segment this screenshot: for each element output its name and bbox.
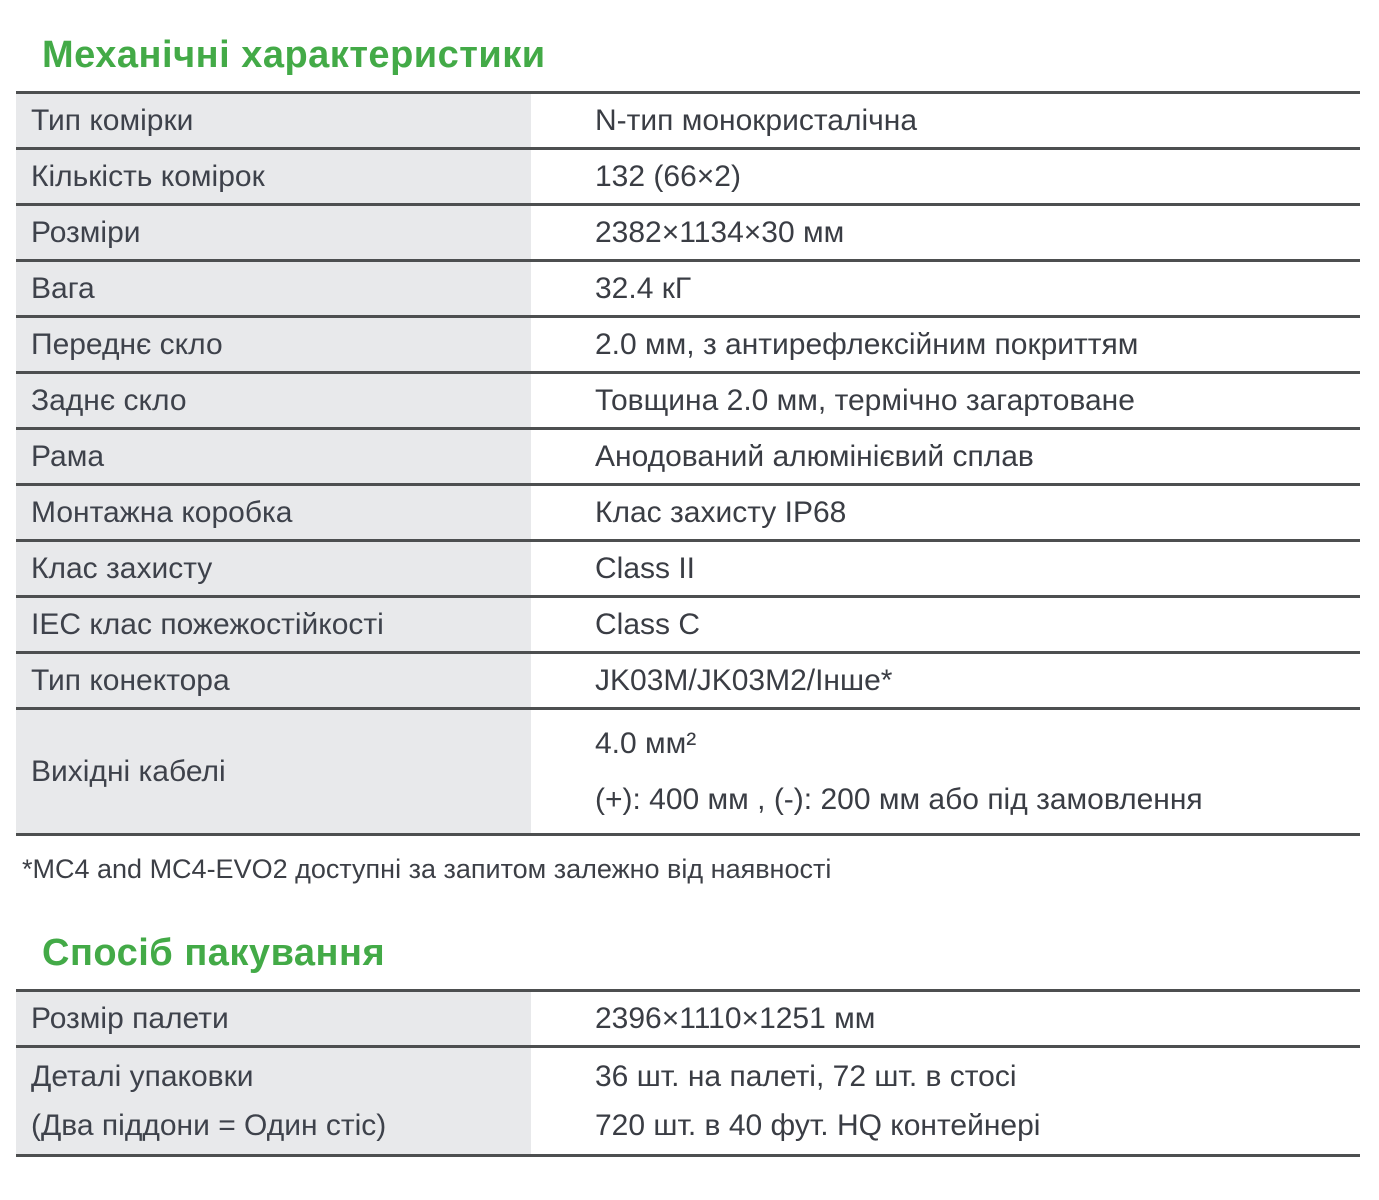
spec-value: Анодований алюмінієвий сплав xyxy=(531,430,1360,483)
spec-label: IEC клас пожежостійкості xyxy=(16,598,531,651)
spec-value: Class II xyxy=(531,542,1360,595)
spec-value: JK03M/JK03M2/Інше* xyxy=(531,654,1360,707)
spec-value: 2396×1110×1251 мм xyxy=(531,992,1360,1045)
spec-label: Тип конектора xyxy=(16,654,531,707)
spec-label: Рама xyxy=(16,430,531,483)
spec-value xyxy=(531,710,1360,833)
spec-value: Клас захисту IP68 xyxy=(531,486,1360,539)
spec-value: 32.4 кГ xyxy=(531,262,1360,315)
table-row-dimensions xyxy=(16,206,1360,262)
spec-label-line: (Два піддони = Один стіс) xyxy=(31,1109,387,1142)
spec-value: 2.0 мм, з антирефлексійним покриттям xyxy=(531,318,1360,371)
spec-value: Class C xyxy=(531,598,1360,651)
table-row-front-glass xyxy=(16,318,1360,374)
spec-label: Заднє скло xyxy=(16,374,531,427)
mechanical-spec-table xyxy=(16,91,1360,836)
table-row-protection-class xyxy=(16,542,1360,598)
spec-label xyxy=(16,1048,531,1154)
table-row-pallet-size xyxy=(16,992,1360,1048)
table-row-packaging-details xyxy=(16,1048,1360,1157)
spec-label: Переднє скло xyxy=(16,318,531,371)
mechanical-section-title: Механічні характеристики xyxy=(42,34,546,76)
spec-label: Клас захисту xyxy=(16,542,531,595)
spec-value-line: 36 шт. на палеті, 72 шт. в стосі xyxy=(595,1060,1017,1093)
packaging-spec-table xyxy=(16,989,1360,1157)
spec-value: 132 (66×2) xyxy=(531,150,1360,203)
spec-value: Товщина 2.0 мм, термічно загартоване xyxy=(531,374,1360,427)
spec-label: Розміри xyxy=(16,206,531,259)
spec-value: 2382×1134×30 мм xyxy=(531,206,1360,259)
spec-value xyxy=(531,1048,1360,1154)
connector-footnote: *MC4 and MC4-EVO2 доступні за запитом залежно від наявності xyxy=(22,854,832,884)
table-row-junction-box xyxy=(16,486,1360,542)
packaging-section-title: Спосіб пакування xyxy=(42,932,386,974)
spec-value: N-тип монокристалічна xyxy=(531,94,1360,147)
spec-label-line: Деталі упаковки xyxy=(31,1060,254,1093)
table-row-fire-class xyxy=(16,598,1360,654)
spec-label: Вихідні кабелі xyxy=(16,710,531,833)
spec-label: Тип комірки xyxy=(16,94,531,147)
table-row-weight xyxy=(16,262,1360,318)
table-row-back-glass xyxy=(16,374,1360,430)
table-row-connector-type xyxy=(16,654,1360,710)
spec-label: Кількість комірок xyxy=(16,150,531,203)
spec-value-line: 4.0 мм² xyxy=(595,727,697,760)
table-row-frame xyxy=(16,430,1360,486)
table-row-cell-count xyxy=(16,150,1360,206)
spec-label: Вага xyxy=(16,262,531,315)
spec-value-line: (+): 400 мм , (-): 200 мм або під замовлення xyxy=(595,783,1203,816)
spec-value-line: 720 шт. в 40 фут. HQ контейнері xyxy=(595,1109,1041,1142)
table-row-output-cables xyxy=(16,710,1360,836)
spec-label: Монтажна коробка xyxy=(16,486,531,539)
spec-label: Розмір палети xyxy=(16,992,531,1045)
table-row-cell-type xyxy=(16,94,1360,150)
